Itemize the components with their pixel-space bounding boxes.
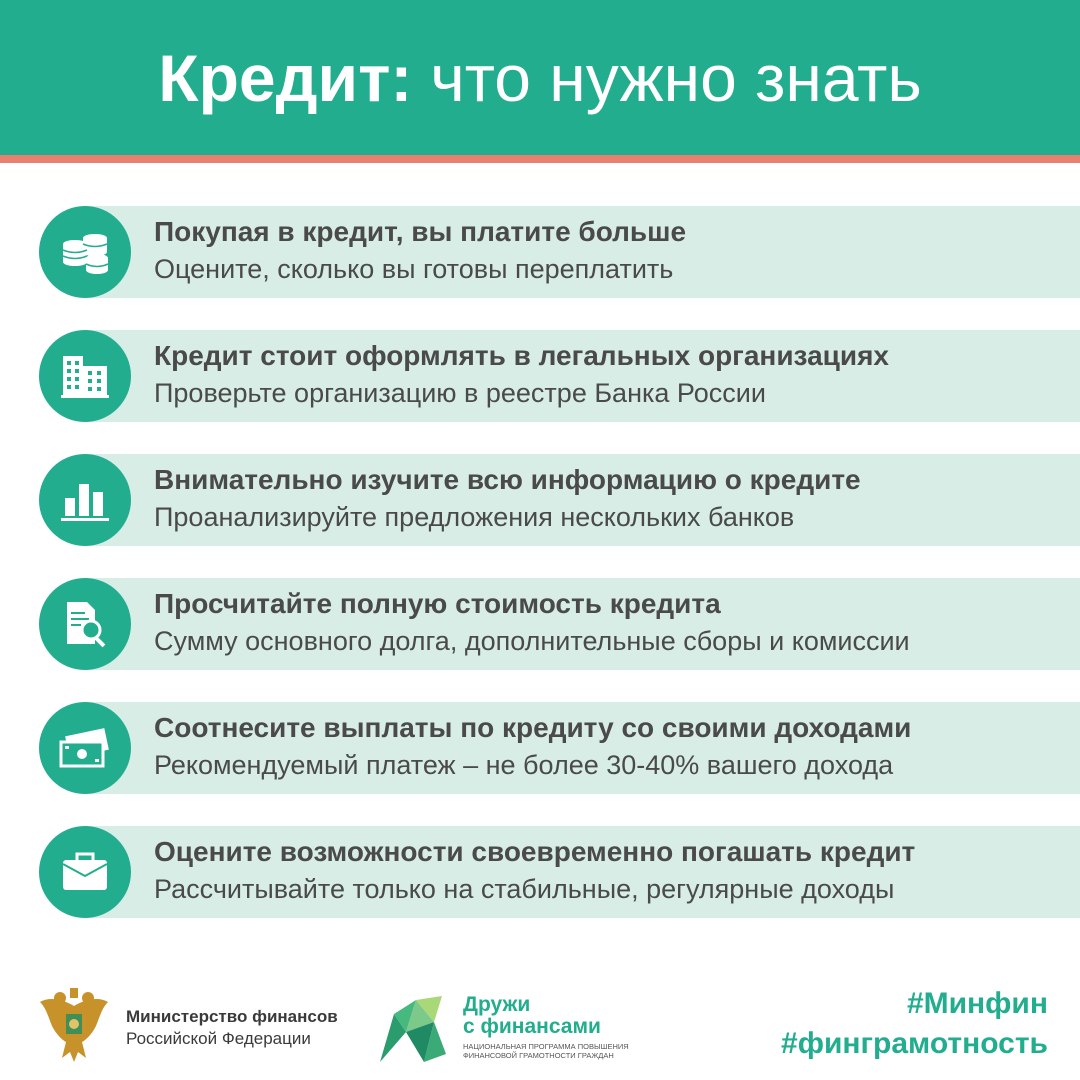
hashtag-fingramotnost: #финграмотность	[781, 1027, 1048, 1060]
item-subtext: Оцените, сколько вы готовы переплатить	[154, 254, 674, 284]
building-icon	[39, 330, 131, 422]
item-subtext: Рассчитывайте только на стабильные, регулярные доходы	[154, 874, 895, 904]
item-subtext: Проанализируйте предложения нескольких банков	[154, 502, 795, 532]
ministry-name-line1: Министерство финансов	[126, 1007, 338, 1026]
briefcase-icon	[39, 826, 131, 918]
coins-icon	[39, 206, 131, 298]
item-heading: Кредит стоит оформлять в легальных организациях	[154, 340, 889, 371]
page-title	[0, 0, 1080, 155]
ministry-name-line2: Российской Федерации	[126, 1029, 311, 1048]
document-search-icon	[39, 578, 131, 670]
hashtag-minfin: #Минфин	[906, 987, 1048, 1020]
hashtags	[781, 984, 1048, 1064]
list-item	[0, 822, 1080, 922]
header-stripe	[0, 155, 1080, 163]
item-heading: Просчитайте полную стоимость кредита	[154, 588, 721, 619]
double-headed-eagle-emblem-icon	[36, 986, 112, 1064]
druzhi-dog-logo-icon	[376, 992, 456, 1064]
item-heading: Соотнесите выплаты по кредиту со своими доходами	[154, 712, 912, 743]
item-subtext: Рекомендуемый платеж – не более 30-40% вашего дохода	[154, 750, 894, 780]
list-item	[0, 326, 1080, 426]
item-heading: Внимательно изучите всю информацию о кредите	[154, 464, 861, 495]
list-item	[0, 202, 1080, 302]
druzhi-subtitle-line1: НАЦИОНАЛЬНАЯ ПРОГРАММА ПОВЫШЕНИЯ	[463, 1042, 629, 1051]
banknotes-icon	[39, 702, 131, 794]
druzhi-subtitle-line2: ФИНАНСОВОЙ ГРАМОТНОСТИ ГРАЖДАН	[463, 1051, 614, 1060]
list-item	[0, 574, 1080, 674]
item-heading: Оцените возможности своевременно погашать кредит	[154, 836, 916, 867]
title-bold: Кредит:	[158, 40, 413, 115]
item-subtext: Сумму основного долга, дополнительные сборы и комиссии	[154, 626, 910, 656]
list-item	[0, 450, 1080, 550]
bar-chart-icon	[39, 454, 131, 546]
druzhi-title-line1: Дружи	[463, 993, 531, 1016]
item-heading: Покупая в кредит, вы платите больше	[154, 216, 687, 247]
druzhi-title-line2: с финансами	[463, 1015, 601, 1038]
item-subtext: Проверьте организацию в реестре Банка России	[154, 378, 766, 408]
title-rest: что нужно знать	[430, 40, 922, 115]
list-item	[0, 698, 1080, 798]
